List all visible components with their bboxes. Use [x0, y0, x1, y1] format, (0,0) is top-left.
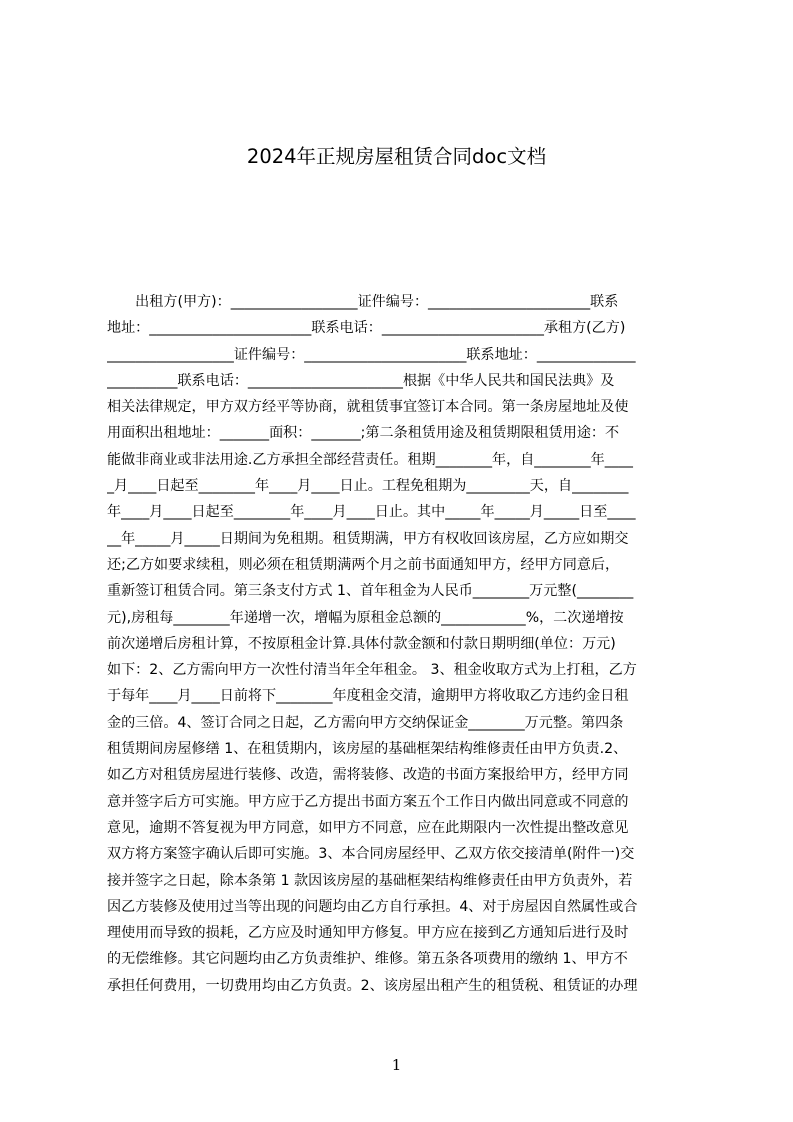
text-line: __________联系电话：______________________根据《中华人民共和国民法典》及: [107, 372, 615, 389]
text-line: 理使用而导致的损耗，乙方应及时通知甲方修复。甲方应在接到乙方通知后进行及时: [107, 925, 629, 942]
document-title: 2024年正规房屋租赁合同doc文档: [246, 145, 547, 168]
text-line: 年____月____日起至________年____月____日止。其中_____年_____月_____日至____: [107, 504, 636, 521]
text-line: 如乙方对租赁房屋进行装修、改造，需将装修、改造的书面方案报给甲方，经甲方同: [107, 767, 629, 784]
text-line: 双方将方案签字确认后即可实施。3、本合同房屋经甲、乙双方依交接清单(附件一)交: [107, 846, 635, 863]
text-line: _月____日起至________年____月____日止。工程免租期为_________天，自________: [107, 478, 629, 495]
text-line: 于每年____月____日前将下________年度租金交清，逾期甲方将收取乙方违约金日租: [107, 688, 629, 705]
text-line: 出租方(甲方)：__________________证件编号：_______________________联系: [107, 294, 619, 310]
text-line: 金的三倍。4、签订合同之日起，乙方需向甲方交纳保证金________万元整。第四条: [107, 714, 624, 731]
text-line: 能做非商业或非法用途.乙方承担全部经营责任。租期________年，自________年____: [107, 451, 633, 468]
text-line: 前次递增后房租计算，不按原租金计算.具体付款金额和付款日期明细(单位：万元): [107, 635, 616, 652]
text-line: 意并签字后方可实施。甲方应于乙方提出书面方案五个工作日内做出同意或不同意的: [107, 793, 629, 810]
text-line: 因乙方装修及使用过当等出现的问题均由乙方自行承担。4、对于房屋因自然属性或合: [107, 898, 638, 915]
document-body: [107, 289, 699, 999]
text-line: 意见，逾期不答复视为甲方同意，如甲方不同意，应在此期限内一次性提出整改意见: [107, 819, 629, 836]
text-line: 如下：2、乙方需向甲方一次性付清当年全年租金。 3、租金收取方式为上打租，乙方: [107, 662, 637, 679]
text-line: 地址：_______________________联系电话：_______________________承租方(乙方): [107, 320, 626, 337]
text-line: 相关法律规定，甲方双方经平等协商，就租赁事宜签订本合同。第一条房屋地址及使: [107, 399, 629, 416]
text-line: 用面积出租地址：_______面积：_______;第二条租赁用途及租赁期限租赁用途：不: [107, 425, 620, 442]
text-line: __年_____月_____日期间为免租期。租赁期满，甲方有权收回该房屋，乙方应如期交: [107, 530, 629, 547]
text-line: 承担任何费用，一切费用均由乙方负责。2、该房屋出租产生的租赁税、租赁证的办理: [107, 977, 638, 994]
text-line: 重新签订租赁合同。第三条支付方式 1、首年租金为人民币________万元整(________: [107, 583, 634, 600]
text-line: 还;乙方如要求续租，则必须在租赁期满两个月之前书面通知甲方，经甲方同意后，: [107, 556, 620, 573]
text-line: 元),房租每________年递增一次，增幅为原租金总额的____________%，二次递增按: [107, 609, 624, 626]
text-line: 接并签字之日起，除本条第 1 款因该房屋的基础框架结构维修责任由甲方负责外，若: [107, 872, 633, 889]
page-number: 1: [391, 1056, 402, 1074]
text-line: __________________证件编号：_______________________联系地址：______________: [107, 346, 636, 363]
text-line: 的无偿维修。其它问题均由乙方负责维护、维修。第五条各项费用的缴纳 1、甲方不: [107, 951, 628, 968]
text-line: 租赁期间房屋修缮 1、在租赁期内，该房屋的基础框架结构维修责任由甲方负责.2、: [107, 741, 628, 758]
